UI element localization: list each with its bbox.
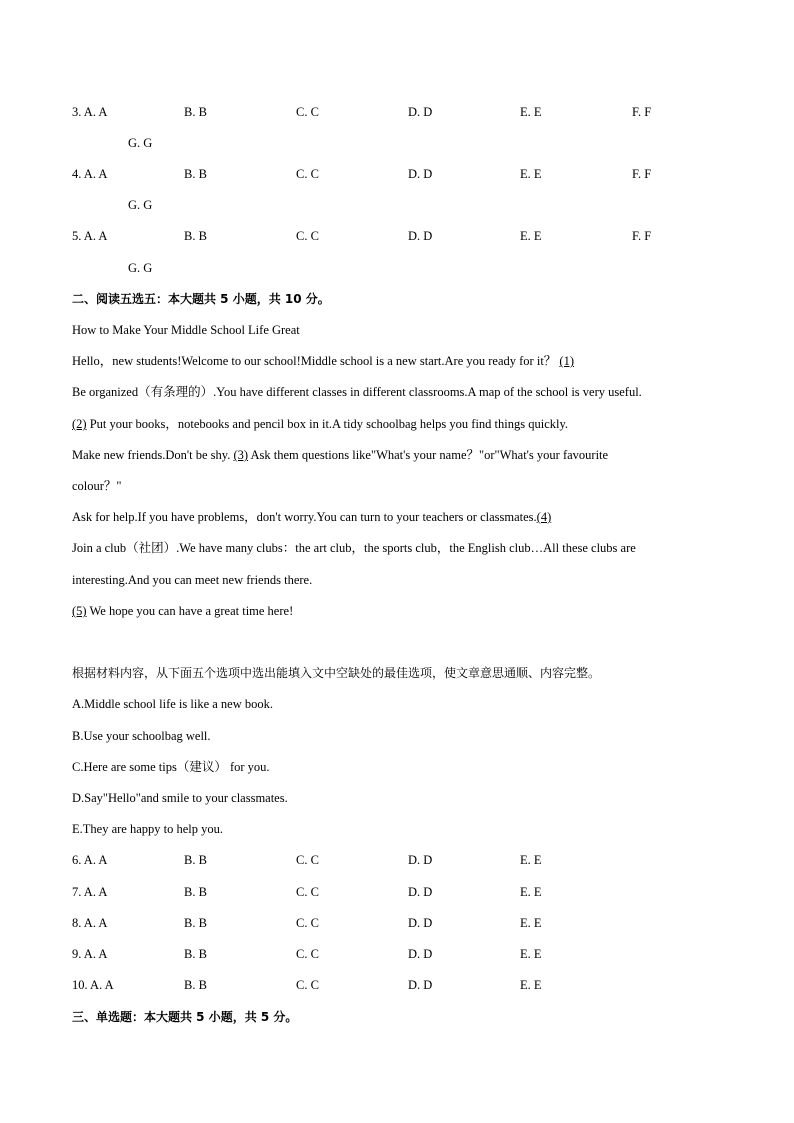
q5-option-d: D. D <box>408 229 433 243</box>
q7-option-d: D. D <box>408 885 433 899</box>
q3-option-f: F. F <box>632 105 652 119</box>
q5-option-a: 5. A. A <box>72 229 108 243</box>
q4-option-b: B. B <box>184 167 207 181</box>
q5-option-f: F. F <box>632 229 652 243</box>
passage-text: Put your books，notebooks and pencil box in it.A tidy schoolbag helps you find things quickly. <box>86 417 569 431</box>
section2-heading: 二、阅读五选五：本大题共 5 小题，共 10 分。 <box>72 292 330 306</box>
q10-option-a: 10. A. A <box>72 978 114 992</box>
blank-4: (4) <box>536 510 552 524</box>
choice-e: E.They are happy to help you. <box>72 822 223 836</box>
passage-paragraph-3 <box>72 416 568 432</box>
q4-option-g: G. G <box>128 198 153 212</box>
q3-option-d: D. D <box>408 105 433 119</box>
q4-option-e: E. E <box>520 167 542 181</box>
q6-option-e: E. E <box>520 853 542 867</box>
q3-option-a: 3. A. A <box>72 105 108 119</box>
passage-text: Ask for help.If you have problems，don't worry.You can turn to your teachers or classmates. <box>72 510 537 524</box>
q3-option-c: C. C <box>296 105 319 119</box>
passage-paragraph-7 <box>72 603 293 619</box>
q6-option-c: C. C <box>296 853 319 867</box>
q7-option-e: E. E <box>520 885 542 899</box>
passage-paragraph-6: Join a club（社团）.We have many clubs：the art club，the sports club，the English club…All these clubs are <box>72 541 636 555</box>
q8-option-a: 8. A. A <box>72 916 108 930</box>
q3-option-e: E. E <box>520 105 542 119</box>
q5-option-e: E. E <box>520 229 542 243</box>
q4-option-d: D. D <box>408 167 433 181</box>
q8-option-e: E. E <box>520 916 542 930</box>
passage-text: Ask them questions like"What's your name？"or"What's your favourite <box>248 448 609 462</box>
choice-b: B.Use your schoolbag well. <box>72 729 211 743</box>
q9-option-a: 9. A. A <box>72 947 108 961</box>
q7-option-b: B. B <box>184 885 207 899</box>
blank-3: (3) <box>233 448 249 462</box>
q4-option-a: 4. A. A <box>72 167 108 181</box>
q7-option-a: 7. A. A <box>72 885 108 899</box>
choice-d: D.Say"Hello"and smile to your classmates. <box>72 791 288 805</box>
passage-title: How to Make Your Middle School Life Great <box>72 323 300 337</box>
passage-paragraph-2: Be organized（有条理的）.You have different classes in different classrooms.A map of the school is very useful. <box>72 385 642 399</box>
q5-option-g: G. G <box>128 261 153 275</box>
q10-option-b: B. B <box>184 978 207 992</box>
q8-option-c: C. C <box>296 916 319 930</box>
q10-option-c: C. C <box>296 978 319 992</box>
passage-paragraph-6-cont: interesting.And you can meet new friends there. <box>72 573 313 587</box>
passage-paragraph-4 <box>72 447 608 463</box>
passage-paragraph-4-cont: colour？" <box>72 479 122 493</box>
q8-option-d: D. D <box>408 916 433 930</box>
instruction-text: 根据材料内容，从下面五个选项中选出能填入文中空缺处的最佳选项，使文章意思通顺、内容完整。 <box>72 666 601 680</box>
passage-paragraph-1 <box>72 353 574 369</box>
q9-option-b: B. B <box>184 947 207 961</box>
q8-option-b: B. B <box>184 916 207 930</box>
blank-1: (1) <box>559 354 574 368</box>
q9-option-d: D. D <box>408 947 433 961</box>
q9-option-e: E. E <box>520 947 542 961</box>
q3-option-b: B. B <box>184 105 207 119</box>
q6-option-a: 6. A. A <box>72 853 108 867</box>
passage-text: Hello，new students!Welcome to our school!Middle school is a new start.Are you ready for it？ <box>72 354 557 368</box>
blank-5: (5) <box>72 604 87 618</box>
q4-option-f: F. F <box>632 167 652 181</box>
section3-heading: 三、单选题：本大题共 5 小题，共 5 分。 <box>72 1010 298 1024</box>
choice-a: A.Middle school life is like a new book. <box>72 697 274 711</box>
choice-c: C.Here are some tips（建议） for you. <box>72 760 270 774</box>
q10-option-e: E. E <box>520 978 542 992</box>
q5-option-b: B. B <box>184 229 207 243</box>
q4-option-c: C. C <box>296 167 319 181</box>
passage-text: We hope you can have a great time here! <box>86 604 294 618</box>
q7-option-c: C. C <box>296 885 319 899</box>
q3-option-g: G. G <box>128 136 153 150</box>
passage-paragraph-5 <box>72 509 551 525</box>
q9-option-c: C. C <box>296 947 319 961</box>
q6-option-d: D. D <box>408 853 433 867</box>
passage-text: Make new friends.Don't be shy. <box>72 448 231 462</box>
q10-option-d: D. D <box>408 978 433 992</box>
blank-2: (2) <box>72 417 87 431</box>
q6-option-b: B. B <box>184 853 207 867</box>
q5-option-c: C. C <box>296 229 319 243</box>
